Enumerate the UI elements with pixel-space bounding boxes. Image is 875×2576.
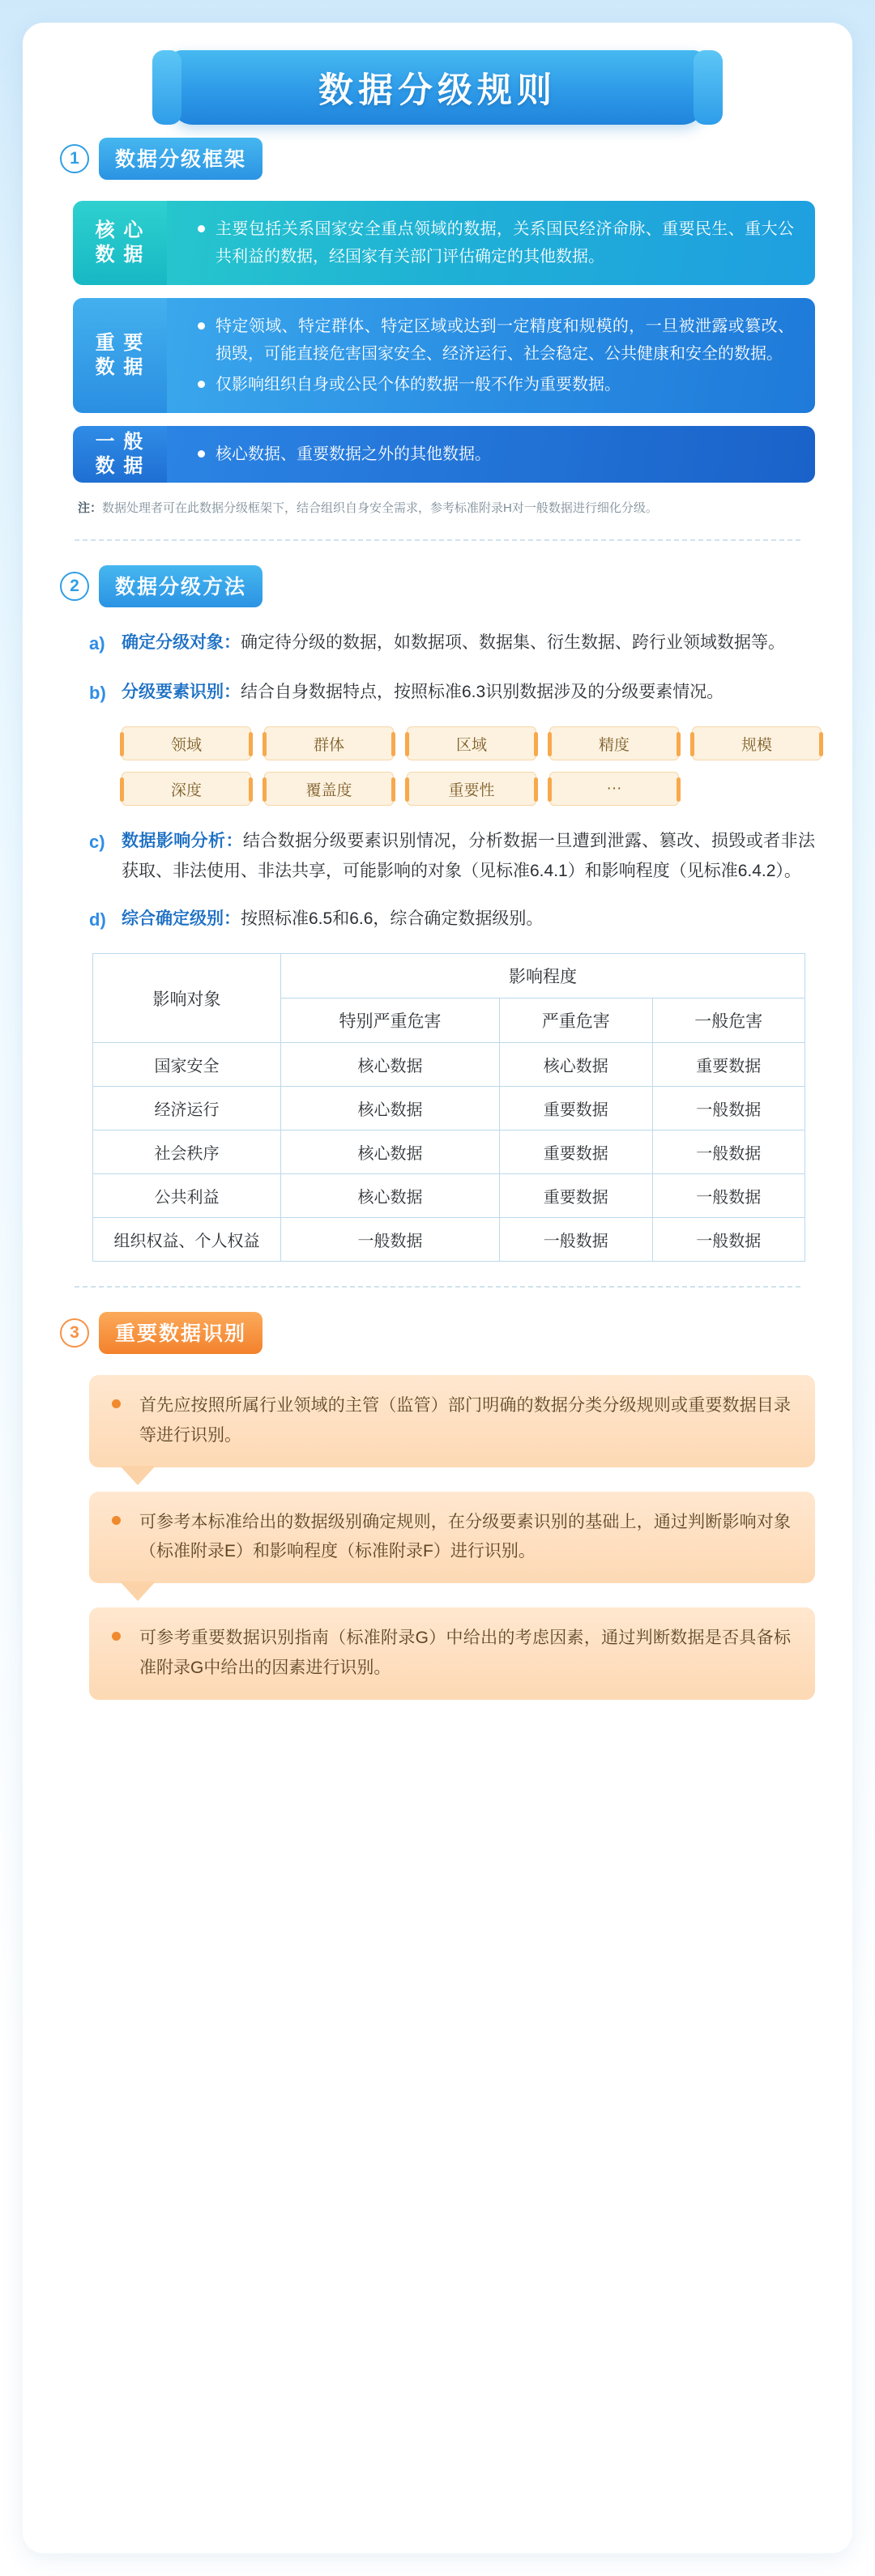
table-header-row [93, 954, 805, 998]
section-number-3: 3 [60, 1318, 89, 1348]
table-cell-value: 一般数据 [652, 1087, 805, 1130]
table-cell-value: 一般数据 [652, 1218, 805, 1262]
section-title-3: 重要数据识别 [99, 1312, 262, 1354]
table-cell-object: 社会秩序 [93, 1130, 281, 1174]
framework-list [60, 201, 815, 483]
section-heading-1 [60, 138, 815, 180]
content-card [23, 23, 852, 2553]
framework-label-core [73, 201, 167, 285]
arrow-down-icon [120, 1582, 156, 1601]
section-heading-2 [60, 565, 815, 607]
framework-body-important [167, 298, 815, 413]
important-data-list [60, 1375, 815, 1700]
table-cell-value: 一般数据 [652, 1174, 805, 1218]
divider-2 [75, 1286, 800, 1288]
important-data-text-2: 可参考本标准给出的数据级别确定规则，在分级要素识别的基础上，通过判断影响对象（标准附录E）和影响程度（标准附录F）进行识别。 [139, 1512, 791, 1561]
method-mark-a: a) [89, 633, 105, 654]
title-banner [170, 50, 705, 125]
framework-label-core-line2: 数 据 [95, 244, 145, 266]
table-cell-value: 一般数据 [500, 1218, 652, 1262]
framework-label-important [73, 298, 167, 413]
list-item: 核心数据、重要数据之外的其他数据。 [194, 441, 794, 468]
method-item-d [89, 905, 815, 936]
table-cell-value: 核心数据 [281, 1174, 500, 1218]
important-data-text-1: 首先应按照所属行业领域的主管（监管）部门明确的数据分类分级规则或重要数据目录等进行识别。 [139, 1396, 791, 1445]
method-lead-b: 分级要素识别： [122, 682, 241, 701]
table-header-col-2: 严重危害 [500, 998, 652, 1043]
element-tag: 规模 [692, 726, 822, 760]
method-lead-c: 数据影响分析： [122, 832, 243, 850]
table-header-group: 影响程度 [281, 954, 805, 998]
framework-body-general [167, 426, 815, 483]
framework-label-general-line1: 一 般 [95, 431, 145, 453]
method-text-a [122, 628, 815, 660]
framework-note-text: 数据处理者可在此数据分级框架下，结合组织自身安全需求，参考标准附录H对一般数据进行细化分级。 [102, 501, 658, 515]
table-cell-value: 一般数据 [281, 1218, 500, 1262]
list-item: 主要包括关系国家安全重点领域的数据，关系国民经济命脉、重要民生、重大公共利益的数据，经国家有关部门评估确定的其他数据。 [194, 215, 794, 270]
framework-body-core [167, 201, 815, 285]
important-data-text-3: 可参考重要数据识别指南（标准附录G）中给出的考虑因素，通过判断数据是否具备标准附录G中给出的因素进行识别。 [139, 1629, 791, 1677]
section-number-1: 1 [60, 144, 89, 173]
section-title-1: 数据分级框架 [99, 138, 262, 180]
element-tag: 覆盖度 [264, 772, 394, 806]
method-list [60, 628, 815, 935]
table-cell-value: 核心数据 [500, 1043, 652, 1087]
table-row [93, 1087, 805, 1130]
table-cell-value: 重要数据 [652, 1043, 805, 1087]
table-cell-value: 核心数据 [281, 1130, 500, 1174]
table-header-col-1: 特别严重危害 [281, 998, 500, 1043]
title-banner-area [23, 23, 852, 130]
element-tag: 重要性 [407, 772, 536, 806]
table-cell-value: 重要数据 [500, 1174, 652, 1218]
framework-label-important-line1: 重 要 [95, 332, 145, 354]
section-title-2: 数据分级方法 [99, 565, 262, 607]
table-header-col-3: 一般危害 [652, 998, 805, 1043]
method-text-c [122, 827, 815, 887]
table-cell-value: 核心数据 [281, 1043, 500, 1087]
table-row [93, 1043, 805, 1087]
table-cell-value: 重要数据 [500, 1130, 652, 1174]
method-body-b: 结合自身数据特点，按照标准6.3识别数据涉及的分级要素情况。 [241, 682, 724, 701]
table-row [93, 1174, 805, 1218]
method-mark-c: c) [89, 832, 105, 852]
method-item-b [89, 678, 815, 709]
element-tag: 精度 [549, 726, 679, 760]
grade-table-wrap [92, 953, 805, 1262]
method-mark-d: d) [89, 909, 106, 930]
framework-label-core-line1: 核 心 [95, 219, 145, 241]
framework-note [60, 499, 815, 518]
section-number-2: 2 [60, 572, 89, 601]
table-cell-object: 公共利益 [93, 1174, 281, 1218]
important-data-block-2 [89, 1492, 815, 1584]
element-tag: 领域 [122, 726, 251, 760]
table-row [93, 1130, 805, 1174]
framework-row-general [73, 426, 815, 483]
table-cell-object: 组织权益、个人权益 [93, 1218, 281, 1262]
list-item: 仅影响组织自身或公民个体的数据一般不作为重要数据。 [194, 371, 794, 398]
important-data-block-3 [89, 1607, 815, 1700]
table-cell-value: 核心数据 [281, 1087, 500, 1130]
table-cell-object: 国家安全 [93, 1043, 281, 1087]
element-tag: ··· [549, 772, 679, 806]
framework-row-core [73, 201, 815, 285]
element-tag: 区域 [407, 726, 536, 760]
element-tag: 深度 [122, 772, 251, 806]
method-body-d: 按照标准6.5和6.6，综合确定数据级别。 [241, 909, 544, 928]
method-item-a [89, 628, 815, 660]
method-text-b [122, 678, 815, 709]
framework-label-general [73, 426, 167, 483]
element-tag: 群体 [264, 726, 394, 760]
method-lead-d: 综合确定级别： [122, 909, 241, 928]
list-item: 特定领域、特定群体、特定区域或达到一定精度和规模的，一旦被泄露或篡改、损毁，可能直接危害国家安全、经济运行、社会稳定、公共健康和安全的数据。 [194, 313, 794, 368]
grade-table [92, 953, 805, 1262]
divider-1 [75, 539, 800, 541]
section-heading-3 [60, 1312, 815, 1354]
framework-note-label: 注： [78, 501, 103, 515]
table-header-object: 影响对象 [93, 954, 281, 1043]
method-item-c [89, 827, 815, 887]
method-body-a: 确定待分级的数据，如数据项、数据集、衍生数据、跨行业领域数据等。 [241, 633, 785, 652]
table-cell-object: 经济运行 [93, 1087, 281, 1130]
important-data-block-1 [89, 1375, 815, 1467]
method-text-d [122, 905, 815, 936]
framework-row-important [73, 298, 815, 413]
page-title: 数据分级规则 [318, 70, 557, 110]
method-lead-a: 确定分级对象： [122, 633, 241, 652]
framework-label-general-line2: 数 据 [95, 455, 145, 477]
table-cell-value: 一般数据 [652, 1130, 805, 1174]
method-mark-b: b) [89, 682, 106, 703]
element-tag-group [122, 726, 834, 806]
table-cell-value: 重要数据 [500, 1087, 652, 1130]
table-row [93, 1218, 805, 1262]
framework-label-important-line2: 数 据 [95, 356, 145, 378]
method-body-c: 结合数据分级要素识别情况，分析数据一旦遭到泄露、篡改、损毁或者非法获取、非法使用、非法共享，可能影响的对象（见标准6.4.1）和影响程度（见标准6.4.2）。 [122, 832, 816, 880]
arrow-down-icon [120, 1466, 156, 1485]
